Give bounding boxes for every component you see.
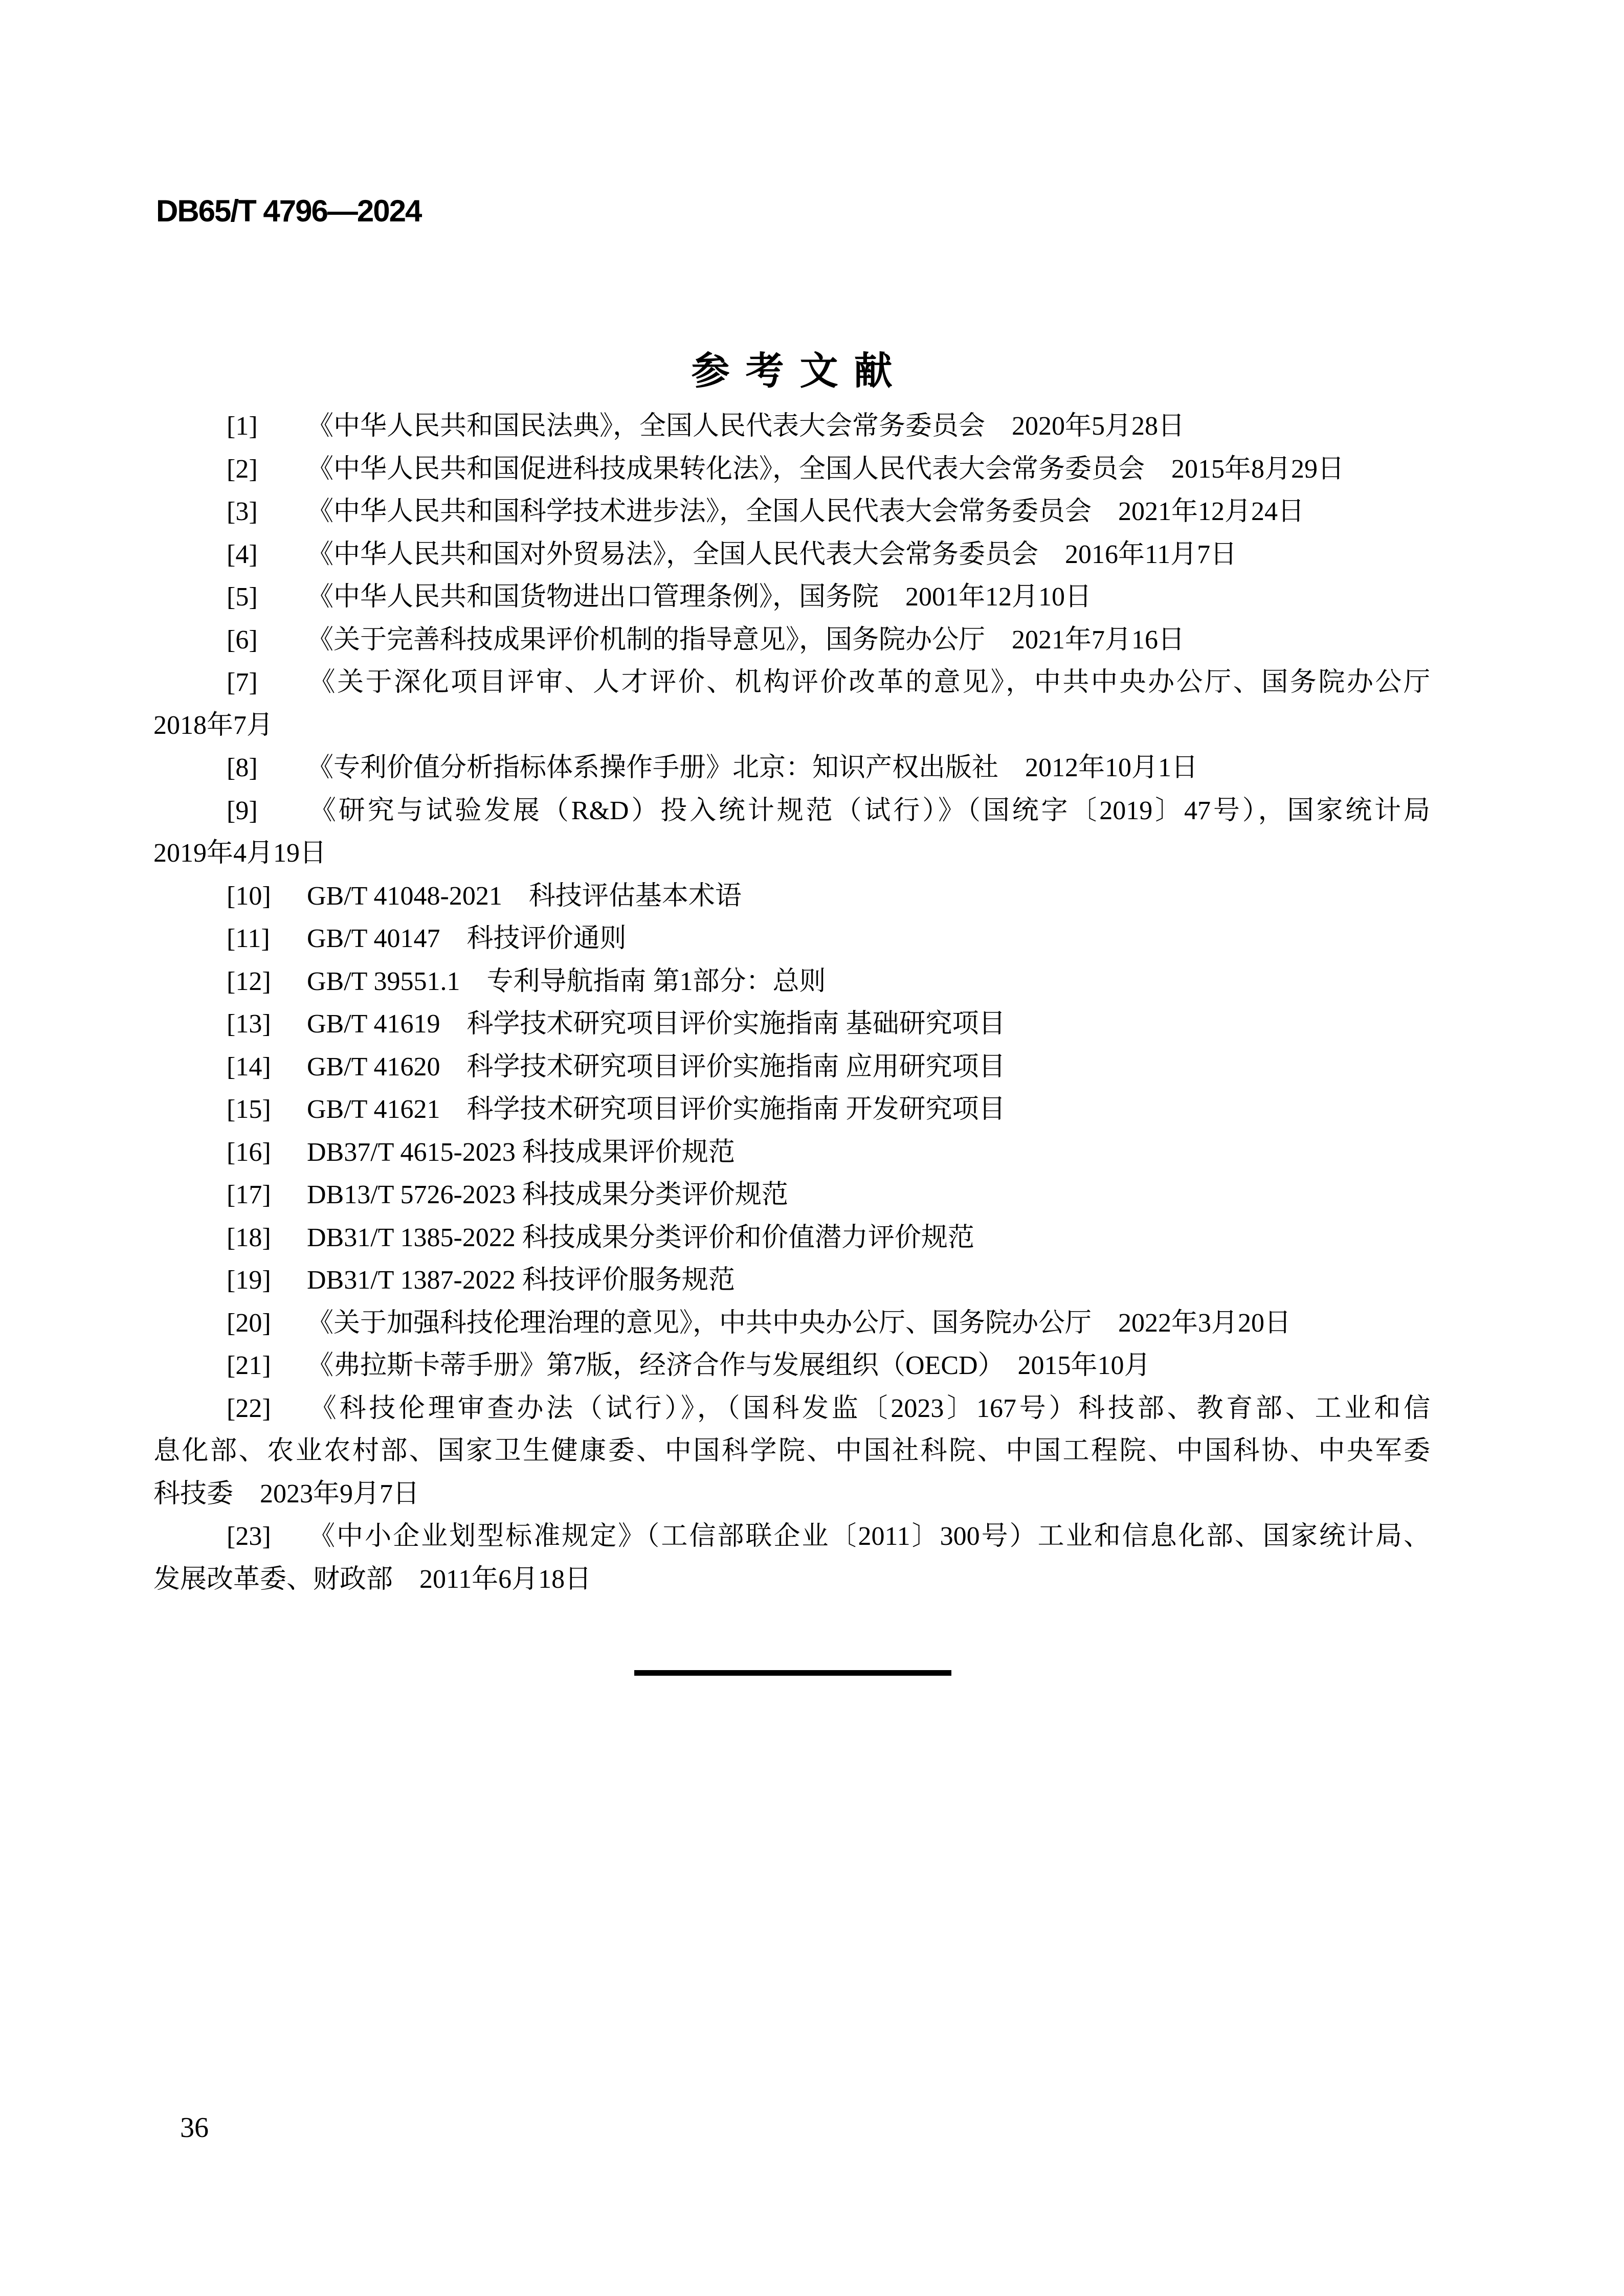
reference-text: GB/T 40147 科技评价通则: [307, 924, 627, 953]
reference-line: [153, 790, 1430, 832]
reference-number: [12]: [227, 966, 271, 996]
reference-text: 《关于深化项目评审、人才评价、机构评价改革的意见》，中共中央办公厅、国务院办公厅: [307, 668, 1430, 697]
reference-text: 《研究与试验发展（R&D）投入统计规范（试行）》（国统字〔2019〕47号），国家统计局: [307, 796, 1430, 825]
reference-text: 《中小企业划型标准规定》（工信部联企业〔2011〕300号）工业和信息化部、国家统计局、: [307, 1522, 1430, 1551]
reference-text: 《中华人民共和国民法典》，全国人民代表大会常务委员会 2020年5月28日: [307, 412, 1185, 441]
reference-text: DB31/T 1387-2022 科技评价服务规范: [307, 1266, 735, 1295]
references-list: [153, 405, 1430, 1601]
reference-line: [153, 619, 1430, 662]
reference-line: [153, 1302, 1430, 1345]
reference-text: 《中华人民共和国货物进出口管理条例》，国务院 2001年12月10日: [307, 582, 1092, 612]
reference-text: 《弗拉斯卡蒂手册》第7版，经济合作与发展组织（OECD） 2015年10月: [307, 1351, 1151, 1380]
reference-line: 2018年7月: [153, 710, 274, 740]
reference-number: [2]: [227, 454, 258, 484]
reference-number: [3]: [227, 497, 258, 526]
reference-line: [153, 533, 1430, 576]
reference-number: [22]: [227, 1393, 271, 1423]
page-number: 36: [180, 2112, 209, 2144]
reference-line: [153, 917, 1430, 960]
reference-line: [153, 448, 1430, 491]
end-of-text-rule: [634, 1670, 951, 1676]
reference-text: DB37/T 4615-2023 科技成果评价规范: [307, 1137, 735, 1167]
reference-text: 《科技伦理审查办法（试行）》，（国科发监〔2023〕167号）科技部、教育部、工业和信: [307, 1393, 1430, 1423]
reference-text: 《专利价值分析指标体系操作手册》北京：知识产权出版社 2012年10月1日: [307, 753, 1198, 782]
reference-line: 2019年4月19日: [153, 839, 327, 868]
reference-number: [15]: [227, 1095, 271, 1124]
reference-text: GB/T 41048-2021 科技评估基本术语: [307, 881, 742, 911]
reference-number: [18]: [227, 1223, 271, 1252]
reference-text: DB31/T 1385-2022 科技成果分类评价和价值潜力评价规范: [307, 1223, 974, 1252]
reference-line: [153, 875, 1430, 918]
reference-number: [10]: [227, 881, 271, 911]
reference-number: [23]: [227, 1522, 271, 1551]
reference-text: 《关于加强科技伦理治理的意见》，中共中央办公厅、国务院办公厅 2022年3月20日: [307, 1308, 1292, 1338]
reference-line: [153, 490, 1430, 533]
reference-line: [153, 1174, 1430, 1217]
reference-line: [153, 576, 1430, 619]
reference-text: 《关于完善科技成果评价机制的指导意见》，国务院办公厅 2021年7月16日: [307, 625, 1185, 655]
reference-line: [153, 1387, 1430, 1430]
reference-line: [153, 1088, 1430, 1131]
reference-text: GB/T 41621 科学技术研究项目评价实施指南 开发研究项目: [307, 1095, 1006, 1124]
reference-line: 科技委 2023年9月7日: [153, 1479, 420, 1509]
reference-line: [153, 960, 1430, 1003]
reference-line: [153, 1217, 1430, 1259]
reference-line: [153, 1515, 1430, 1558]
reference-number: [7]: [227, 668, 258, 697]
reference-number: [9]: [227, 796, 258, 825]
reference-text: 《中华人民共和国对外贸易法》，全国人民代表大会常务委员会 2016年11月7日: [307, 539, 1237, 569]
reference-text: 《中华人民共和国促进科技成果转化法》，全国人民代表大会常务委员会 2015年8月29日: [307, 454, 1345, 484]
reference-number: [6]: [227, 625, 258, 655]
reference-line: [153, 405, 1430, 448]
reference-number: [4]: [227, 539, 258, 569]
reference-line: [153, 1003, 1430, 1046]
reference-number: [5]: [227, 582, 258, 612]
reference-number: [21]: [227, 1351, 271, 1380]
reference-text: GB/T 41620 科学技术研究项目评价实施指南 应用研究项目: [307, 1052, 1006, 1082]
reference-number: [17]: [227, 1180, 271, 1209]
reference-line: [153, 1131, 1430, 1174]
reference-number: [19]: [227, 1266, 271, 1295]
reference-number: [20]: [227, 1308, 271, 1338]
reference-number: [13]: [227, 1009, 271, 1039]
reference-line: [153, 661, 1430, 704]
reference-number: [14]: [227, 1052, 271, 1082]
reference-text: GB/T 39551.1 专利导航指南 第1部分：总则: [307, 966, 826, 996]
reference-line: 发展改革委、财政部 2011年6月18日: [153, 1564, 592, 1594]
reference-line: 息化部、农业农村部、国家卫生健康委、中国科学院、中国社科院、中国工程院、中国科协、中央军委: [153, 1436, 1430, 1466]
standard-code-header: DB65/T 4796—2024: [156, 194, 421, 228]
reference-line: [153, 1046, 1430, 1089]
reference-text: DB13/T 5726-2023 科技成果分类评价规范: [307, 1180, 788, 1209]
reference-text: 《中华人民共和国科学技术进步法》，全国人民代表大会常务委员会 2021年12月24日: [307, 497, 1305, 526]
reference-number: [11]: [227, 924, 270, 953]
reference-line: [153, 1259, 1430, 1302]
reference-number: [16]: [227, 1137, 271, 1167]
page-title: 参考文献: [691, 349, 908, 392]
reference-number: [1]: [227, 412, 258, 441]
reference-line: [153, 1344, 1430, 1387]
reference-number: [8]: [227, 753, 258, 782]
reference-line: [153, 747, 1430, 790]
reference-text: GB/T 41619 科学技术研究项目评价实施指南 基础研究项目: [307, 1009, 1006, 1039]
